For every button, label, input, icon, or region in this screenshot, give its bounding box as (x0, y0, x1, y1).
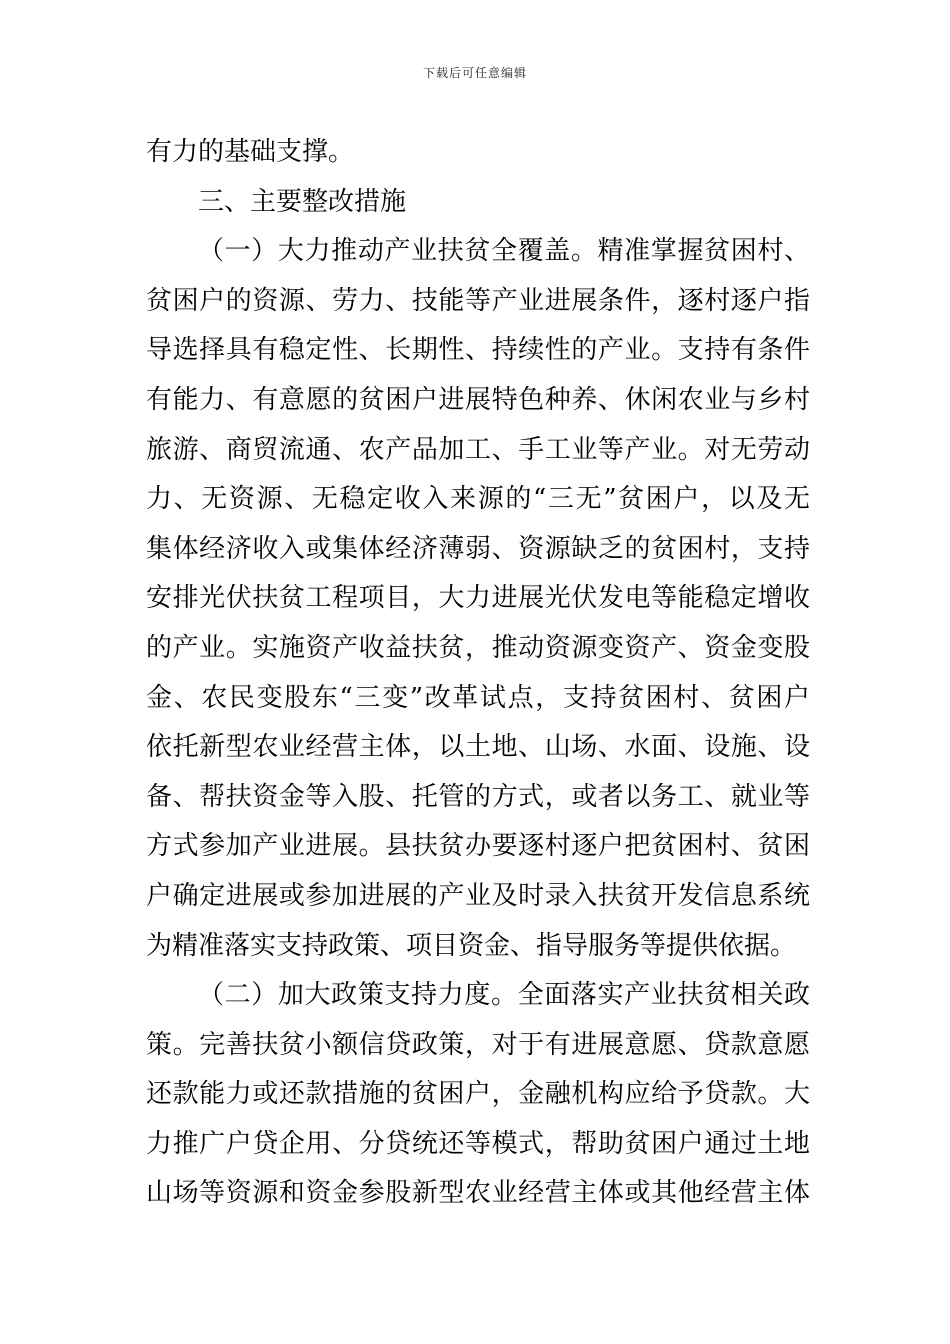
document-body (146, 128, 810, 1219)
text-line: 三、主要整改措施 (198, 186, 407, 217)
text-line: 金、农民变股东“三变”改革试点，支持贫困村、贫困户 (146, 682, 810, 713)
text-line: 力推广户贷企用、分贷统还等模式，帮助贫困户通过土地 (146, 1128, 810, 1159)
text-line: 的产业。实施资产收益扶贫，推动资源变资产、资金变股 (146, 632, 810, 663)
page-header: 下载后可任意编辑 (422, 66, 527, 80)
text-line: 户确定进展或参加进展的产业及时录入扶贫开发信息系统 (146, 880, 810, 911)
text-line: （二）加大政策支持力度。全面落实产业扶贫相关政 (198, 980, 810, 1011)
text-line: 策。完善扶贫小额信贷政策，对于有进展意愿、贷款意愿 (146, 1029, 810, 1060)
text-line: 还款能力或还款措施的贫困户，金融机构应给予贷款。大 (146, 1079, 810, 1110)
text-line: 有能力、有意愿的贫困户进展特色种养、休闲农业与乡村 (146, 384, 810, 415)
text-line: 备、帮扶资金等入股、托管的方式，或者以务工、就业等 (146, 781, 810, 812)
text-line: 集体经济收入或集体经济薄弱、资源缺乏的贫困村，支持 (146, 533, 810, 564)
text-line: 为精准落实支持政策、项目资金、指导服务等提供依据。 (146, 930, 797, 961)
text-line: （一）大力推动产业扶贫全覆盖。精准掌握贫困村、 (198, 236, 810, 267)
text-line: 山场等资源和资金参股新型农业经营主体或其他经营主体 (146, 1178, 810, 1209)
text-line: 安排光伏扶贫工程项目，大力进展光伏发电等能稳定增收 (146, 583, 810, 614)
text-line: 力、无资源、无稳定收入来源的“三无”贫困户，以及无 (146, 484, 810, 515)
text-line: 贫困户的资源、劳力、技能等产业进展条件，逐村逐户指 (146, 285, 810, 316)
text-line: 旅游、商贸流通、农产品加工、手工业等产业。对无劳动 (146, 434, 810, 465)
text-line: 导选择具有稳定性、长期性、持续性的产业。支持有条件 (146, 335, 810, 366)
text-line: 依托新型农业经营主体，以土地、山场、水面、设施、设 (146, 732, 810, 763)
text-line: 方式参加产业进展。县扶贫办要逐村逐户把贫困村、贫困 (146, 831, 810, 862)
text-line: 有力的基础支撑。 (146, 137, 355, 167)
